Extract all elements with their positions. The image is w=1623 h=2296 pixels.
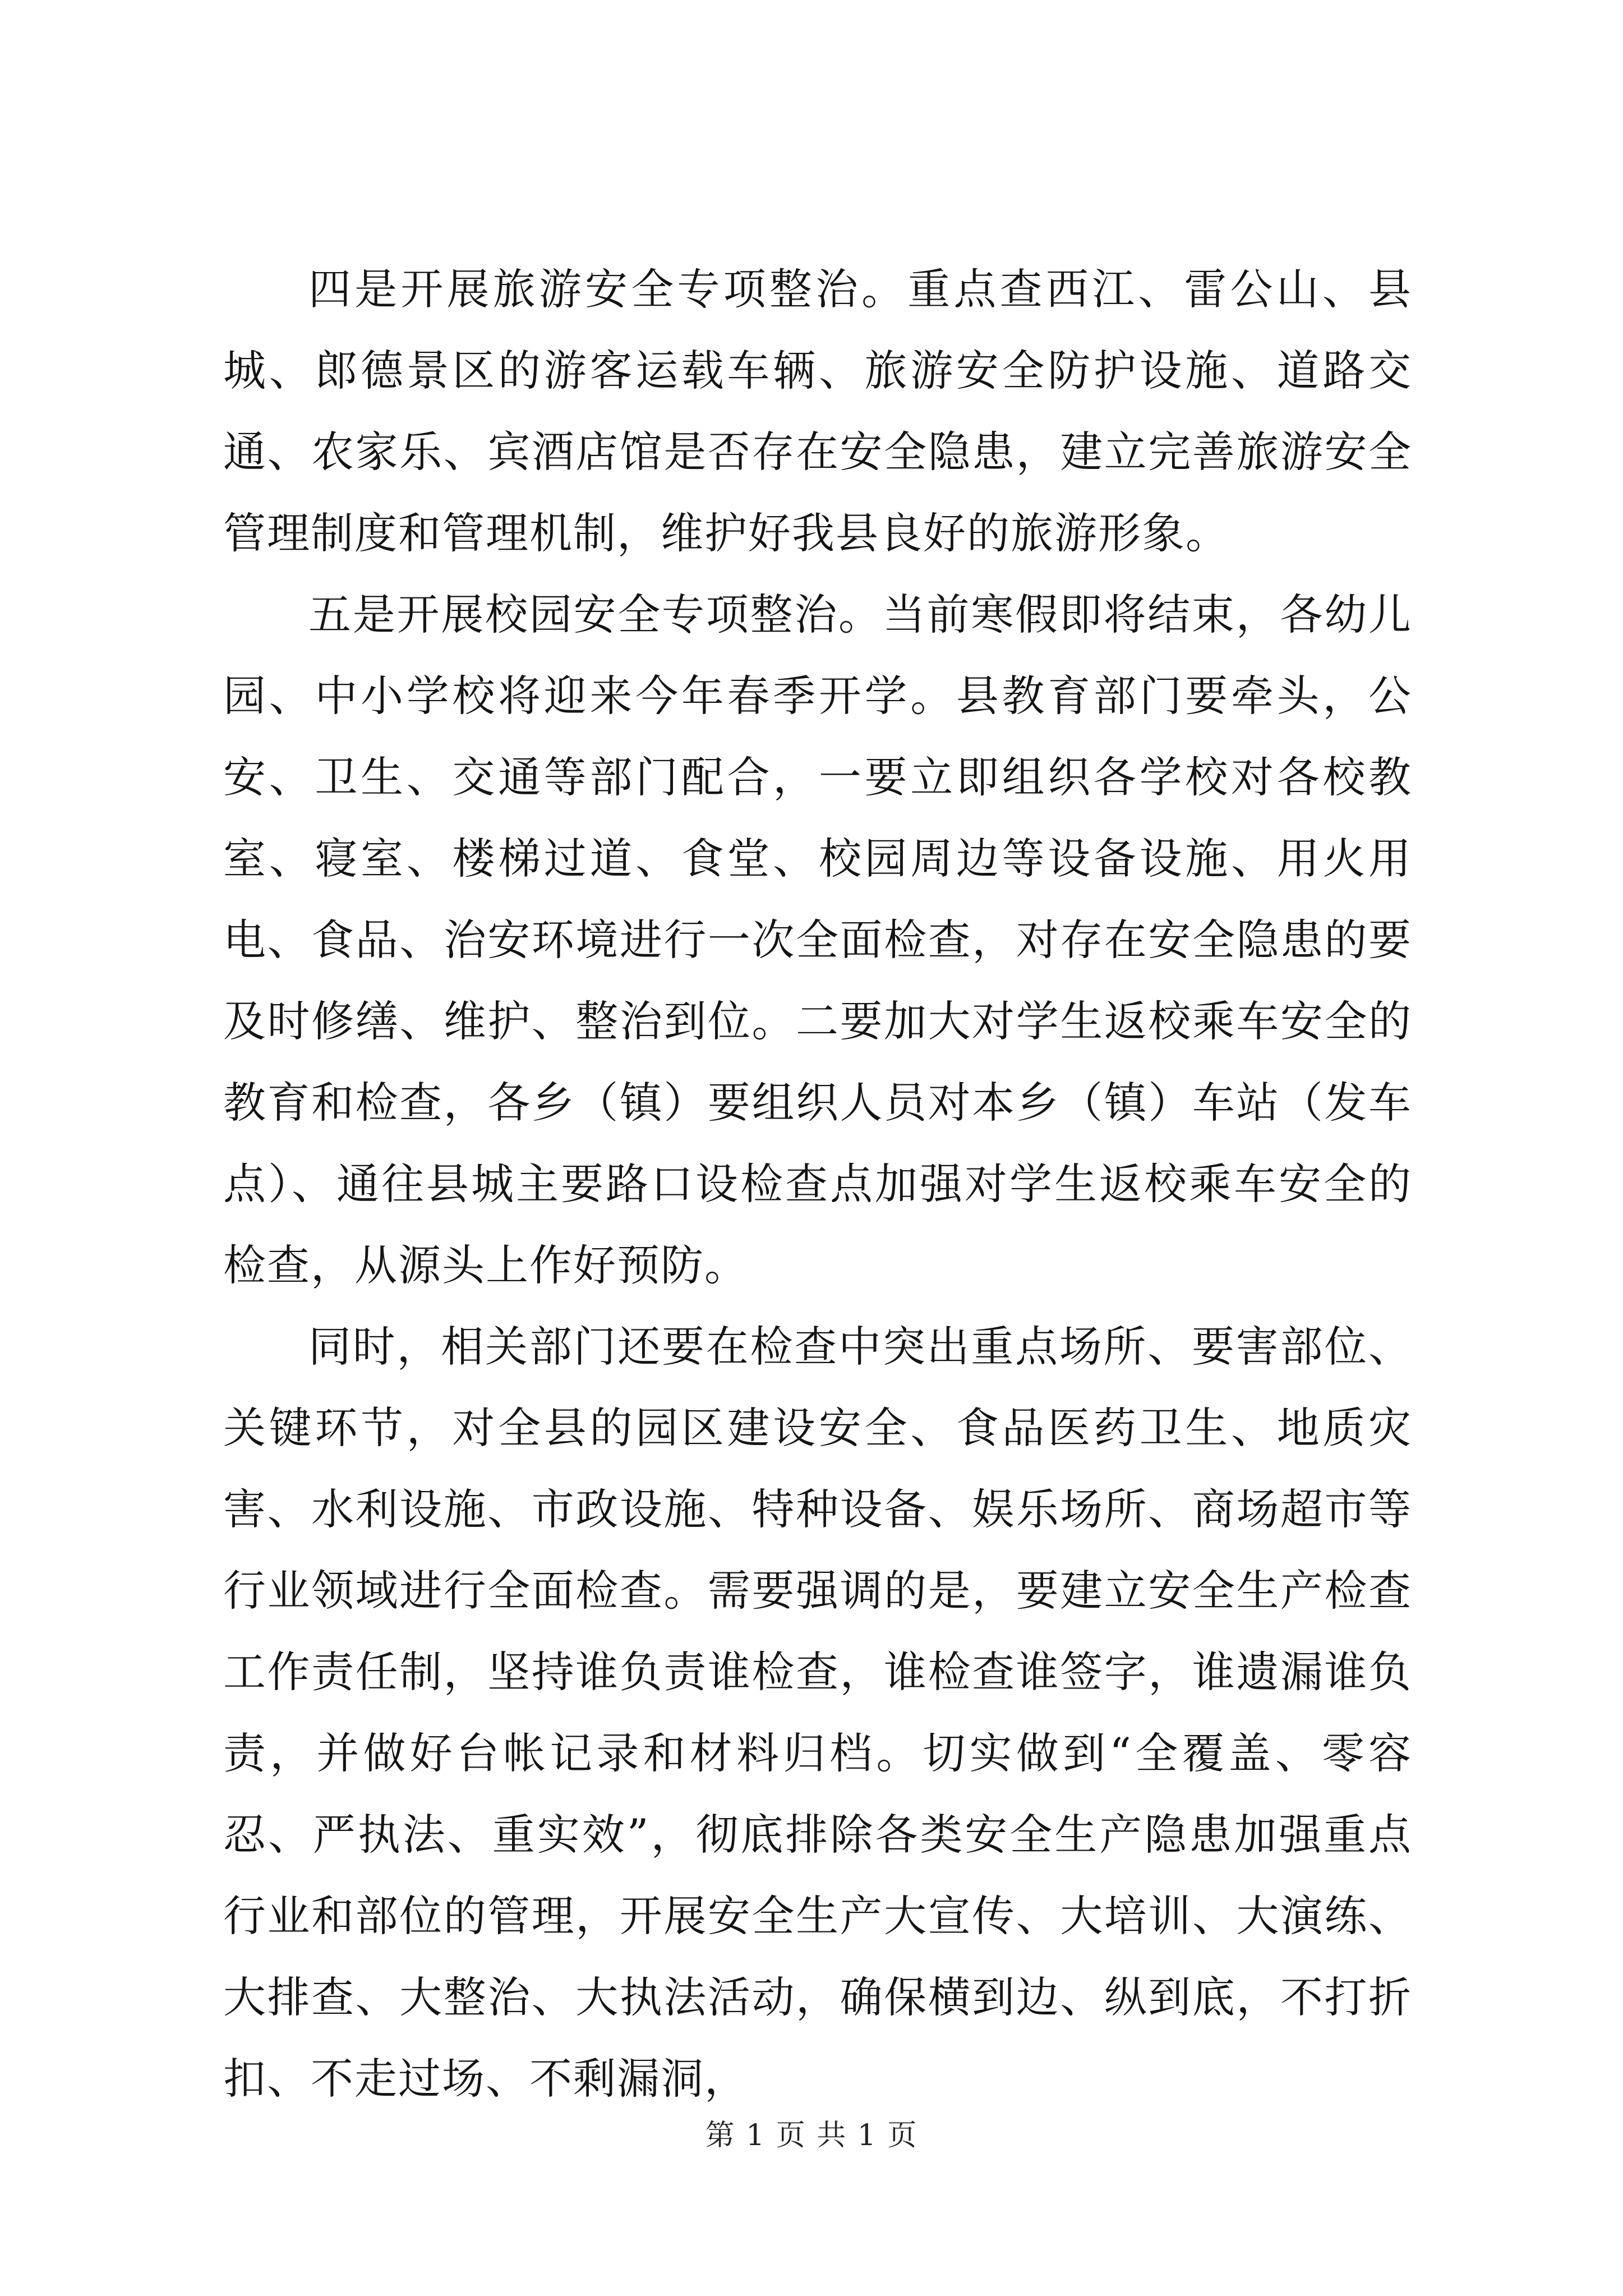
document-body — [223, 249, 1412, 2119]
paragraph-tourism-safety: 四是开展旅游安全专项整治。重点查西江、雷公山、县城、郎德景区的游客运载车辆、旅游安全防护设施、道路交通、农家乐、宾酒店馆是否存在安全隐患，建立完善旅游安全管理制度和管理机制，维护好我县良好的旅游形象。 — [223, 264, 1412, 558]
paragraph-inspection-requirements: 同时，相关部门还要在检查中突出重点场所、要害部位、关键环节，对全县的园区建设安全、食品医药卫生、地质灾害、水利设施、市政设施、特种设备、娱乐场所、商场超市等行业领域进行全面检查。需要强调的是，要建立安全生产检查工作责任制，坚持谁负责谁检查，谁检查谁签字，谁遗漏谁负责，并做好台帐记录和材料归档。切实做到“全覆盖、零容忍、严执法、重实效”，彻底排除各类安全生产隐患加强重点行业和部位的管理，开展安全生产大宣传、大培训、大演练、大排查、大整治、大执法活动，确保横到边、纵到底，不打折扣、不走过场、不剩漏洞， — [223, 1322, 1412, 2104]
page-footer: 第 1 页 共 1 页 — [705, 2119, 918, 2152]
paragraph-campus-safety: 五是开展校园安全专项整治。当前寒假即将结束，各幼儿园、中小学校将迎来今年春季开学。县教育部门要牵头，公安、卫生、交通等部门配合，一要立即组织各学校对各校教室、寝室、楼梯过道、食堂、校园周边等设备设施、用火用电、食品、治安环境进行一次全面检查，对存在安全隐患的要及时修缮、维护、整治到位。二要加大对学生返校乘车安全的教育和检查，各乡（镇）要组织人员对本乡（镇）车站（发车点）、通往县城主要路口设检查点加强对学生返校乘车安全的检查，从源头上作好预防。 — [223, 590, 1412, 1290]
